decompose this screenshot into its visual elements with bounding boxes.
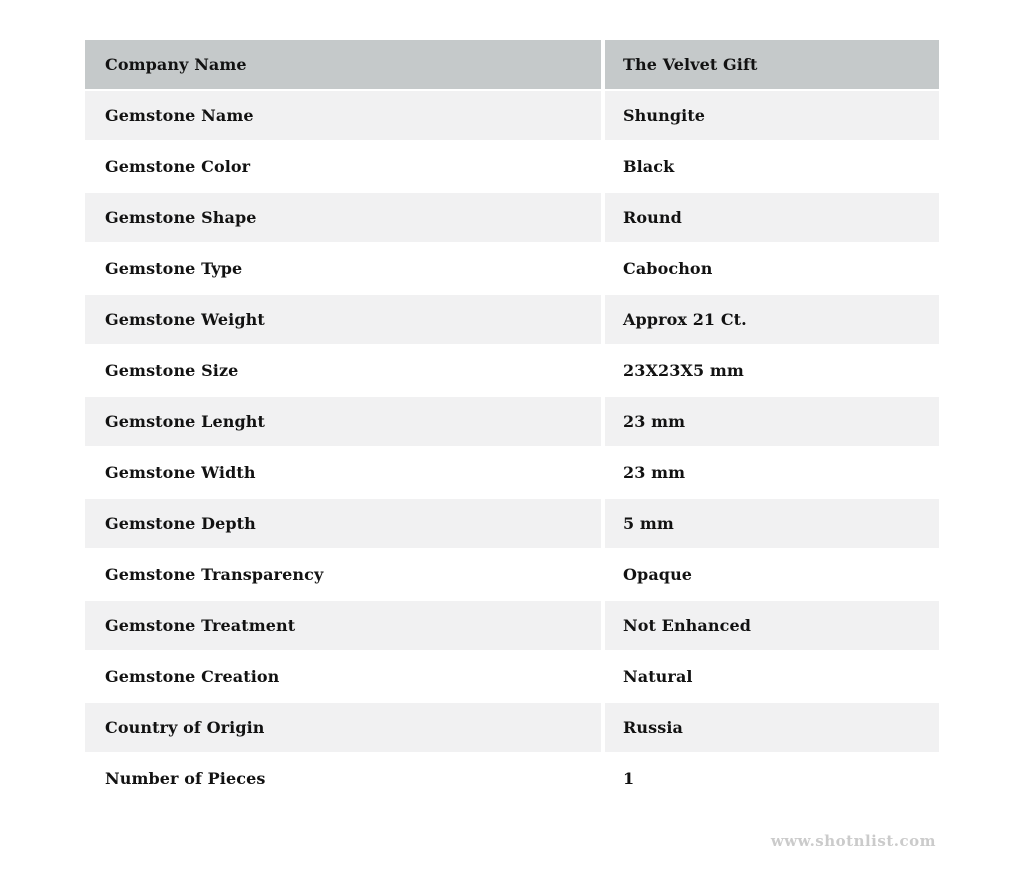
attribute-label-cell: Gemstone Name	[85, 91, 601, 140]
attribute-label-cell: Gemstone Type	[85, 244, 601, 293]
attribute-label-cell: Gemstone Transparency	[85, 550, 601, 599]
attribute-label-cell: Number of Pieces	[85, 754, 601, 803]
attribute-value-cell: Not Enhanced	[605, 601, 939, 650]
attribute-label-cell: Gemstone Weight	[85, 295, 601, 344]
attribute-value-cell: Natural	[605, 652, 939, 701]
attribute-label-cell: Gemstone Color	[85, 142, 601, 191]
attribute-value-cell: 5 mm	[605, 499, 939, 548]
attribute-value-cell: Round	[605, 193, 939, 242]
attribute-label-cell: Gemstone Treatment	[85, 601, 601, 650]
attribute-label-cell: Gemstone Lenght	[85, 397, 601, 446]
attribute-label-cell: Gemstone Creation	[85, 652, 601, 701]
attribute-label-cell: Company Name	[85, 40, 601, 89]
attribute-value-cell: Russia	[605, 703, 939, 752]
attribute-label-cell: Country of Origin	[85, 703, 601, 752]
attribute-value-cell: Cabochon	[605, 244, 939, 293]
attribute-label-cell: Gemstone Size	[85, 346, 601, 395]
attribute-value-cell: 23 mm	[605, 397, 939, 446]
attribute-label-cell: Gemstone Shape	[85, 193, 601, 242]
attribute-label-cell: Gemstone Depth	[85, 499, 601, 548]
attribute-value-cell: 23 mm	[605, 448, 939, 497]
attribute-value-cell: Opaque	[605, 550, 939, 599]
attribute-value-cell: Approx 21 Ct.	[605, 295, 939, 344]
website-watermark: www.shotnlist.com	[770, 832, 936, 850]
attribute-value-cell: Black	[605, 142, 939, 191]
attribute-value-cell: 1	[605, 754, 939, 803]
attribute-label-cell: Gemstone Width	[85, 448, 601, 497]
attribute-value-cell: Shungite	[605, 91, 939, 140]
attribute-value-cell: The Velvet Gift	[605, 40, 939, 89]
attribute-value-cell: 23X23X5 mm	[605, 346, 939, 395]
gemstone-spec-table	[85, 40, 939, 803]
